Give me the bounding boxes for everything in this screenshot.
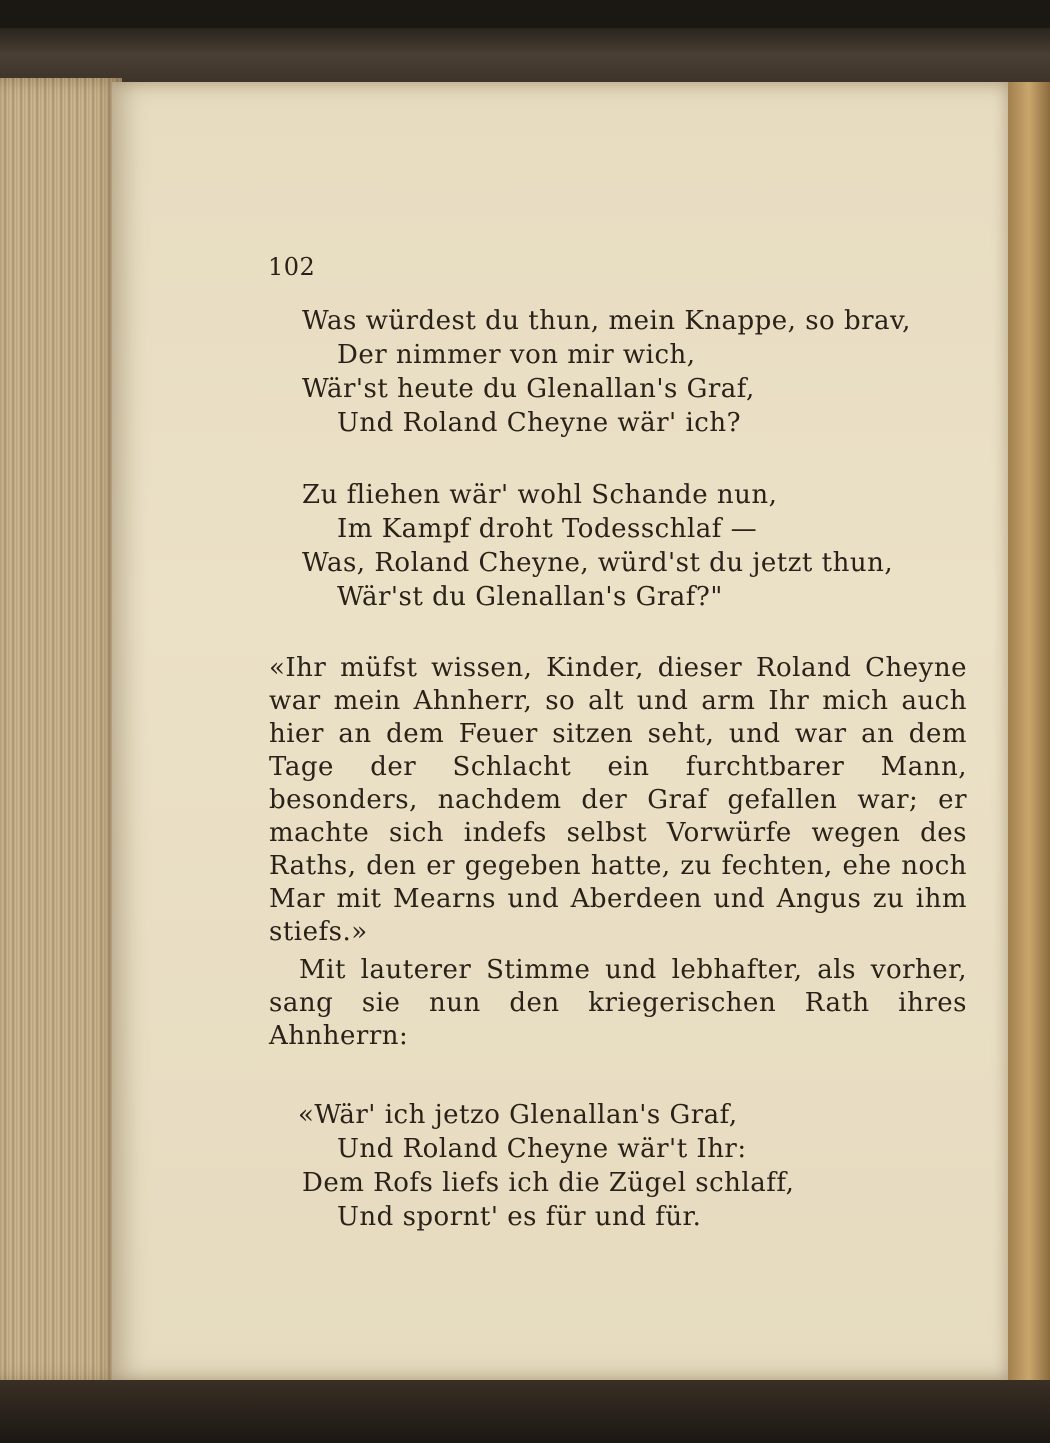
prose-paragraph-2: [269, 954, 967, 1053]
verse-line: Was würdest du thun, mein Knappe, so brav,: [302, 306, 911, 336]
book-right-edge: [1008, 82, 1050, 1380]
verse-line: Und spornt' es für und für.: [337, 1202, 702, 1232]
verse-line: Was, Roland Cheyne, würd'st du jetzt thun,: [302, 548, 894, 578]
verse-line: Zu fliehen wär' wohl Schande nun,: [302, 480, 778, 510]
verse-line: Und Roland Cheyne wär't Ihr:: [337, 1134, 747, 1164]
book-top-edge: [0, 28, 1050, 88]
page-stack-edge: [0, 78, 122, 1383]
page-text: [112, 82, 1010, 1380]
verse-line: Dem Rofs liefs ich die Zügel schlaff,: [302, 1168, 795, 1198]
verse-line: Und Roland Cheyne wär' ich?: [337, 408, 742, 438]
verse-line: Wär'st heute du Glenallan's Graf,: [302, 374, 755, 404]
paragraph-text: Mit lauterer Stimme und lebhafter, als vorher, sang sie nun den kriegerischen Rath ihres Ahnherrn:: [269, 955, 967, 1051]
book-page: [112, 82, 1010, 1380]
paragraph-text: «Ihr müfst wissen, Kinder, dieser Roland Cheyne war mein Ahnherr, so alt und arm Ihr mich auch hier an dem Feuer sitzen seht, und war an dem Tage der Schlacht ein furchtbarer Mann, besonders, nachdem der Graf gefallen war; er machte sich indefs selbst Vorwürfe wegen des Raths, den er gegeben hatte, zu fechten, ehe noch Mar mit Mearns und Aberdeen und Angus zu ihm stiefs.»: [269, 653, 967, 947]
book-bottom-edge: [0, 1380, 1050, 1443]
prose-paragraph-1: [269, 652, 967, 949]
page-number: 102: [268, 253, 316, 281]
verse-line: Der nimmer von mir wich,: [337, 340, 696, 370]
verse-line: «Wär' ich jetzo Glenallan's Graf,: [298, 1100, 738, 1130]
verse-line: Wär'st du Glenallan's Graf?": [337, 582, 723, 612]
verse-line: Im Kampf droht Todesschlaf —: [337, 514, 758, 544]
